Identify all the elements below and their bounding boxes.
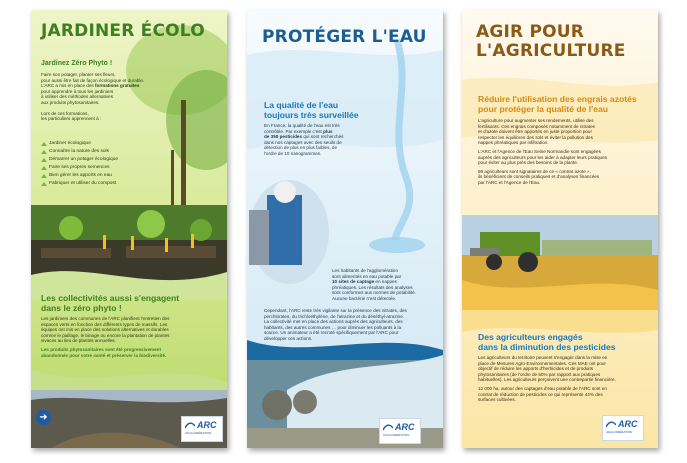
section-subtitle: Jardinez Zéro Phyto ! [41,60,113,67]
arc-logo: ARC AGGLOMÉRATION [602,415,644,441]
section-subtitle: La qualité de l'eau toujours très surveillée [264,100,359,120]
poster-jardiner-ecolo [31,10,227,448]
arc-logo: ARC AGGLOMÉRATION [379,418,421,444]
poster-proteger-eau [247,10,443,448]
section-heading: Des agriculteurs engagés dans la diminution des pesticides [478,332,616,352]
list-item: Bien gérer les apports en eau [41,172,141,180]
arc-logo: ARC AGGLOMÉRATION [181,416,223,442]
body-text: Cependant, l'ARC reste très vigilante sur la présence des nitrates, des perchlorates, du trichloéthylène, de l'atrazine et du déséthyl-atrazine. La collectivité met en place des actions auprès des agriculteurs, des habitants, des autres communes … pour diminuer les polluants à la source. Un animateur a été recruté spécifiquement par l'ARC pour développer ces actions. [264,308,407,341]
intro-text: En France, la qualité de l'eau est très contrôlée. Par exemple c'est plus de 350 pesticides qui sont recherchés dans nos captages avec des seuils de détection de plus en plus faibles, de l'ordre de 10 nanogrammes. [264,123,344,156]
list-item: Faire ses propres semences [41,164,141,172]
body-text: Les jardiniers des communes de l'ARC planifient l'entretien des espaces verts en fonction des différents types de massifs. Les équipes ont mis en place des solutions alternatives et durables comme le paillage, le binage ou encore la plantation de plantes vivaces au lieu de plantes annuelles. Les produits phytosanitaires sont été progressivement abandonnés pour votre santé et préserver la biodiversité. [41,316,170,358]
page-title: PROTÉGER L'EAU [262,27,427,47]
water-illustration [247,10,443,448]
intro-text: Faire son potager, planter ses fleurs, pour aussi être fait de façon écologique et durable. L'ARC a mis en place des formations gratuites pour apprendre à tous les jardiniers à utiliser des méthodes alternatives aux produits phytosanitaires. Lors de ces formations, les particuliers apprennent à : [41,72,145,122]
list-item: Jardiner écologique [41,140,141,148]
section-heading: Les collectivités aussi s'engagent dans le zéro phyto ! [41,293,180,313]
page-title: AGIR POUR L'AGRICULTURE [476,22,626,61]
training-list [41,140,141,188]
list-item: Connaître la nature des sols [41,148,141,156]
poster-agir-agriculture [462,10,658,448]
section-subtitle: Réduire l'utilisation des engrais azotés pour protéger la qualité de l'eau [478,94,637,114]
captage-text: Les habitants de l'agglomération sont alimentés en eau potable par 10 sites de captage en nappes phréatiques. Les résultats des analyses sont conformes aux normes de potabilité. Aucune bactérie n'est détectée. [332,268,417,301]
page-title: JARDINER ÉCOLO [41,21,205,41]
body-text: Les agriculteurs du territoire peuvent s'engager dans la mise en place de Mesures Agro-Environnementales. Ces MAE ont pour objectif de réduire les apports d'herbicides et de produits phytosanitaires (de l'ordre de 50% par rapport aux pratiques habituelles). Les agriculteurs perçoivent une contrepartie financière. 12 000 ha, autour des captages d'eau potable de l'ARC sont en contrat de réduction de pesticides ce qui représente 44% des surfaces cultivées. [478,355,616,403]
list-item: Fabriquer et utiliser du compost [41,180,141,188]
arrow-right-icon: ➜ [36,410,51,425]
intro-text: L'agriculture pour augmenter ses rendements, utilise des fertilisants. Ces engrais composés notamment de nitrates et d'azote doivent être apportés en juste proportion pour respecter les équilibres des sols et éviter la pollution des nappes phréatiques par infiltration. L'ARC et l'Agence de l'Eau Seine Normandie sont engagées auprès des agriculteurs pour les aider à adapter leurs pratiques pour éviter au plus près des besoins de la plante. 99 agriculteurs sont signataires de ce « contrat azote », ils bénéficient de conseils pratiques et d'analyses financées par l'ARC et l'Agence de l'Eau. [478,118,607,185]
list-item: Démarrer un potager écologique [41,156,141,164]
